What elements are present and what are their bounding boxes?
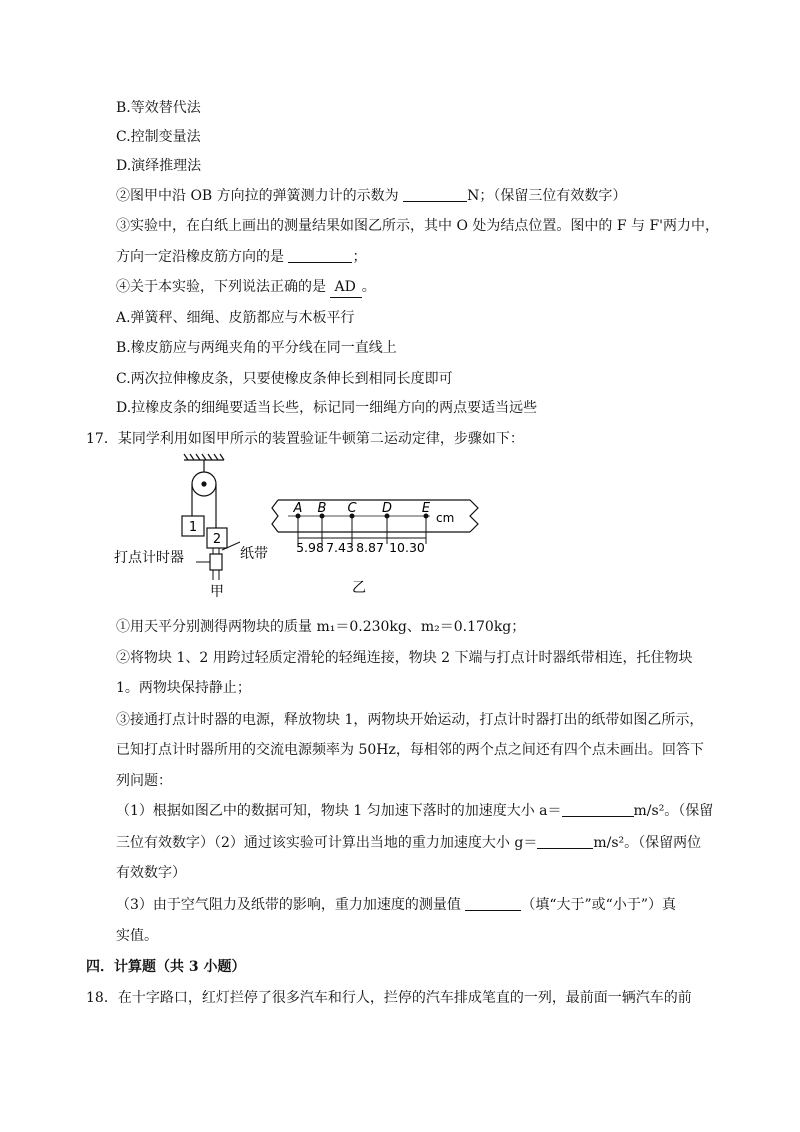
- tape-unit: cm: [436, 511, 455, 525]
- tape-label: 纸带: [240, 546, 268, 562]
- q4-suffix: 。: [361, 279, 376, 295]
- part-3-suffix: （填“大于”或“小于”）真: [521, 897, 676, 913]
- question-3-line-1: ③实验中，在白纸上画出的测量结果如图乙所示，其中 O 处为结点位置。图中的 F 与 F'两力中，: [116, 218, 720, 234]
- q3-text: 方向一定沿橡皮筋方向的是: [116, 249, 289, 265]
- distance-ab: 5.98: [296, 540, 324, 555]
- option-b-method: B.等效替代法: [116, 100, 201, 116]
- q2-answer-blank[interactable]: [403, 187, 467, 202]
- gravity-answer-blank[interactable]: [537, 834, 593, 849]
- option-d-method: D.演绎推理法: [116, 158, 202, 174]
- question-3-line-2: [116, 247, 366, 267]
- q4-text: ④关于本实验，下列说法正确的是: [116, 279, 331, 295]
- q4-answer: AD: [330, 277, 361, 298]
- q4-option-b: B.橡皮筋应与两绳夹角的平分线在同一直线上: [116, 340, 397, 356]
- step-3-line-3: 列问题：: [116, 773, 172, 789]
- section-heading: 四．计算题（共 3 小题）: [86, 959, 246, 975]
- point-label-c: C: [347, 501, 357, 516]
- step-2-line-1: ②将物块 1、2 用跨过轻质定滑轮的轻绳连接，物块 2 下端与打点计时器纸带相连，托住物块: [116, 650, 693, 666]
- question-2-line: [116, 186, 626, 206]
- step-2-line-2: 1。两物块保持静止；: [116, 680, 251, 696]
- ceiling-mount: [184, 454, 224, 472]
- comparison-answer-blank[interactable]: [465, 896, 521, 911]
- step-1: ①用天平分别测得两物块的质量 m₁＝0.230kg、m₂＝0.170kg；: [116, 619, 526, 635]
- point-label-b: B: [317, 501, 327, 516]
- block-2-label: 2: [212, 532, 222, 547]
- part-1-suffix: m/s²。（保留: [633, 803, 714, 819]
- figure-jia-label: 甲: [210, 584, 224, 600]
- point-label-e: E: [421, 501, 431, 516]
- experiment-figure: [100, 452, 500, 612]
- question-4-line: [116, 277, 376, 298]
- part-2-suffix: m/s²。（保留两位: [593, 835, 702, 851]
- pulley: [192, 472, 216, 496]
- block-1-label: 1: [188, 520, 198, 535]
- q2-text: ②图甲中沿 OB 方向拉的弹簧测力计的示数为: [116, 188, 404, 204]
- q3-answer-blank[interactable]: [288, 248, 352, 263]
- part-3-line-2: 实值。: [116, 928, 158, 944]
- q4-option-c: C.两次拉伸橡皮条，只要使橡皮条伸长到相同长度即可: [116, 371, 453, 387]
- timer-label: 打点计时器: [114, 550, 184, 566]
- distance-cd: 8.87: [356, 540, 384, 555]
- ticker-timer: [210, 554, 222, 570]
- q4-option-d: D.拉橡皮条的细绳要适当长些，标记同一细绳方向的两点要适当远些: [116, 400, 538, 416]
- question-18-stem: 18．在十字路口，红灯拦停了很多汽车和行人，拦停的汽车排成笔直的一列，最前面一辆汽车的前: [86, 990, 692, 1006]
- part-2-text: 三位有效数字）（2）通过该实验可计算出当地的重力加速度大小 g＝: [116, 835, 538, 851]
- option-c-method: C.控制变量法: [116, 129, 201, 145]
- point-label-a: A: [293, 501, 303, 516]
- q3-suffix: ；: [352, 249, 367, 265]
- part-2-line: [116, 833, 701, 853]
- figure-yi-label: 乙: [352, 580, 366, 596]
- part-2-line-2: 有效数字）: [116, 865, 186, 881]
- question-17-stem: 17．某同学利用如图甲所示的装置验证牛顿第二运动定律，步骤如下：: [86, 431, 524, 447]
- step-3-line-1: ③接通打点计时器的电源，释放物块 1，两物块开始运动，打点计时器打出的纸带如图乙所示，: [116, 712, 704, 728]
- part-1-text: （1）根据如图乙中的数据可知，物块 1 匀加速下落时的加速度大小 a＝: [116, 803, 562, 819]
- part-3-line: [116, 895, 676, 915]
- part-3-text: （3）由于空气阻力及纸带的影响，重力加速度的测量值: [116, 897, 466, 913]
- step-3-line-2: 已知打点计时器所用的交流电源频率为 50Hz，每相邻的两个点之间还有四个点未画出。回答下: [116, 742, 704, 758]
- distance-bc: 7.43: [326, 540, 354, 555]
- q4-option-a: A.弹簧秤、细绳、皮筋都应与木板平行: [116, 310, 355, 326]
- distance-de: 10.30: [389, 540, 425, 555]
- acceleration-answer-blank[interactable]: [562, 802, 634, 817]
- part-1-line: [116, 801, 713, 821]
- point-label-d: D: [381, 501, 393, 516]
- q2-suffix: N；（保留三位有效数字）: [467, 188, 627, 204]
